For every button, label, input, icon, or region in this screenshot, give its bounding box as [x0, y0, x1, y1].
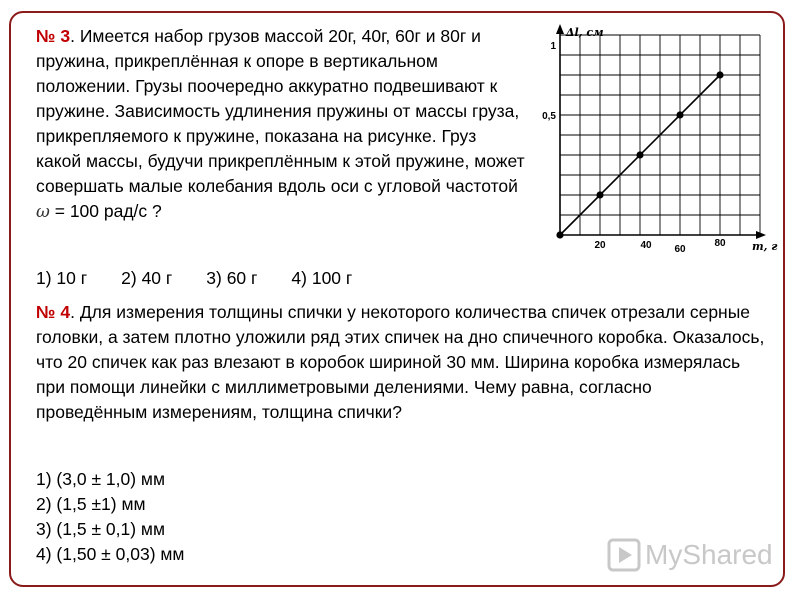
question-3-number: № 3	[36, 26, 71, 46]
x-tick-label: 40	[640, 240, 652, 251]
q3-answer-4: 4) 100 г	[291, 268, 353, 288]
q4-answer-2: 2) (1,5 ±1) мм	[36, 494, 146, 514]
myshared-logo-icon	[607, 538, 641, 572]
data-point	[716, 71, 723, 78]
y-tick-label: 0,5	[542, 111, 556, 122]
question-4-text	[36, 300, 766, 425]
question-4-answers	[36, 467, 184, 567]
watermark	[607, 538, 773, 572]
x-tick-label: 20	[594, 240, 606, 251]
data-point	[636, 151, 643, 158]
q3-answer-2: 2) 40 г	[121, 268, 173, 288]
q4-answer-3: 3) (1,5 ± 0,1) мм	[36, 519, 165, 539]
data-point	[596, 191, 603, 198]
question-3-body-b: = 100 рад/с ?	[49, 201, 162, 221]
omega-symbol: ω	[36, 202, 50, 222]
x-tick-label: 60	[674, 244, 686, 255]
q4-answer-4: 4) (1,50 ± 0,03) мм	[36, 544, 185, 564]
question-4-body: . Для измерения толщины спички у некоторого количества спичек отрезали серные головки, а затем плотно уложили ряд этих спичек на дно спичечного коробка. Оказалось, что 20 спичек как раз влезают в коробок шириной 30 мм. Ширина коробка измерялась при помощи линейки с миллиметровыми делениями. Чему равна, согласно проведённым измерениям, толщина спички?	[36, 302, 765, 422]
y-axis-label: Δl, см	[566, 26, 604, 39]
question-3-text	[36, 24, 526, 225]
data-point	[556, 231, 563, 238]
y-axis-arrow	[556, 24, 564, 34]
q3-answer-3: 3) 60 г	[206, 268, 258, 288]
question-3-body-a: . Имеется набор грузов массой 20г, 40г, 60г и 80г и пружина, прикреплённая к опоре в вертикальном положении. Грузы поочередно аккуратно подвешивают к пружине. Зависимость удлинения пружины от массы груза, прикрепляемого к пружине, показана на рисунке. Груз какой массы, будучи прикреплённым к этой пружине, может совершать малые колебания вдоль оси с угловой частотой	[36, 26, 525, 196]
question-3-answers	[36, 266, 386, 290]
q4-answer-1: 1) (3,0 ± 1,0) мм	[36, 469, 165, 489]
spring-extension-chart	[530, 20, 790, 260]
question-4-number: № 4	[36, 302, 71, 322]
q3-answer-1: 1) 10 г	[36, 268, 88, 288]
data-point	[676, 111, 683, 118]
x-tick-label: 80	[714, 238, 726, 249]
x-axis-arrow	[756, 231, 766, 239]
x-axis-label: m, г	[752, 240, 778, 253]
watermark-text: MyShared	[645, 539, 773, 570]
y-tick-label: 1	[550, 41, 556, 52]
